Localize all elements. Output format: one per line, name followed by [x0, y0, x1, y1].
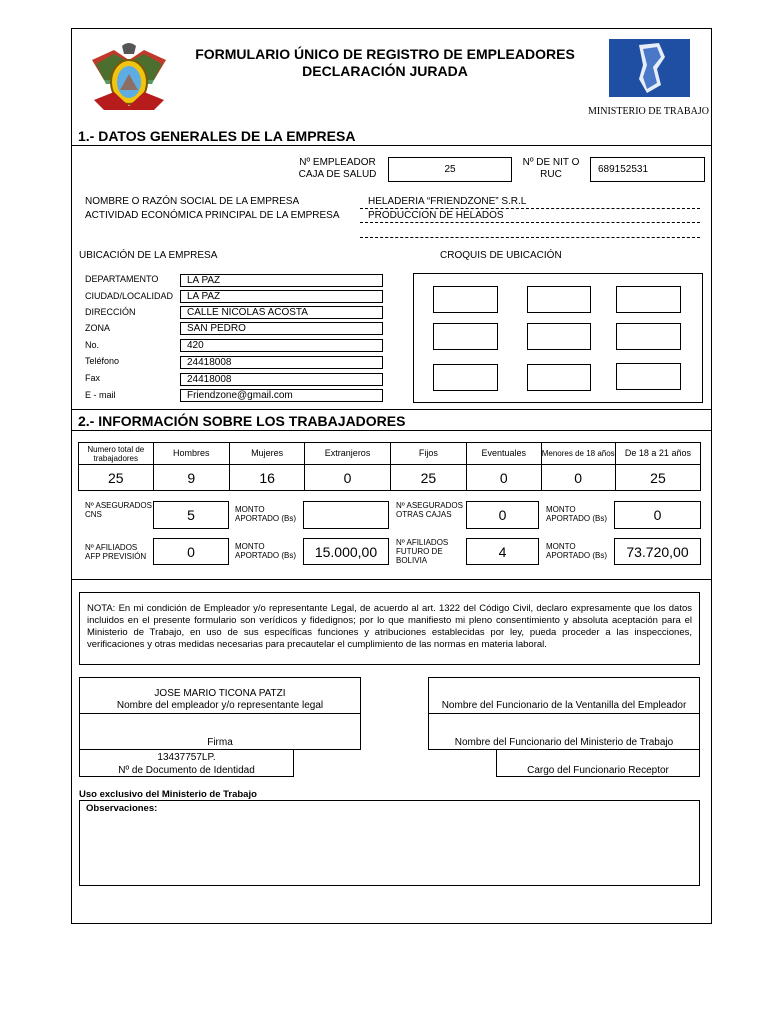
coat-of-arms — [84, 40, 174, 114]
header-extranjeros: Extranjeros — [305, 443, 390, 465]
afiliados-futuro-field[interactable]: 4 — [466, 538, 539, 565]
field-label-zona: ZONA — [85, 323, 111, 333]
dashed-line — [360, 208, 700, 209]
official-ministry-label: Nombre del Funcionario del Ministerio de Trabajo — [454, 737, 674, 748]
field-label-telefono: Teléfono — [85, 356, 120, 366]
divider — [71, 145, 712, 146]
sketch-cell — [616, 286, 681, 313]
value-mujeres[interactable]: 16 — [229, 465, 304, 491]
monto-cns-field[interactable] — [303, 501, 389, 529]
monto-futuro-field[interactable]: 73.720,00 — [614, 538, 701, 565]
field-label-email: E - mail — [85, 390, 116, 400]
value-hombres[interactable]: 9 — [153, 465, 229, 491]
sketch-cell — [527, 323, 591, 350]
nit-label — [518, 157, 584, 181]
section-2-title: 2.- INFORMACIÓN SOBRE LOS TRABAJADORES — [78, 413, 406, 429]
sketch-cell — [433, 364, 498, 391]
employer-name[interactable]: JOSE MARIO TICONA PATZI — [154, 688, 286, 699]
afiliados-futuro-label: Nº AFILIADOS FUTURO DE BOLIVIA — [396, 538, 449, 565]
ministry-logo — [609, 39, 690, 97]
header-mujeres: Mujeres — [229, 443, 304, 465]
sketch-cell — [433, 323, 498, 350]
observations-label: Observaciones: — [86, 803, 158, 814]
monto-otras-label: MONTO APORTADO (Bs) — [546, 505, 608, 523]
company-name-value[interactable]: HELADERIA “FRIENDZONE” S.R.L — [368, 196, 527, 207]
monto-otras-field[interactable]: 0 — [614, 501, 701, 529]
id-label: Nº de Documento de Identidad — [118, 765, 255, 776]
sketch-cell — [433, 286, 498, 313]
monto-futuro-label: MONTO APORTADO (Bs) — [546, 542, 608, 560]
field-label-departamento: DEPARTAMENTO — [85, 274, 159, 284]
sketch-label: CROQUIS DE UBICACIÓN — [440, 250, 562, 261]
field-label-fax: Fax — [85, 373, 101, 383]
asegurados-cns-field[interactable]: 5 — [153, 501, 229, 529]
activity-value[interactable]: PRODUCCION DE HELADOS — [368, 210, 504, 221]
workers-table — [78, 442, 701, 491]
ciudad-field[interactable]: LA PAZ — [180, 290, 383, 303]
form-subtitle: DECLARACIÓN JURADA — [302, 63, 468, 79]
field-label-no: No. — [85, 340, 100, 350]
header-total: Numero total de trabajadores — [79, 443, 154, 465]
header-menores: Menores de 18 años — [541, 443, 615, 465]
form-title: FORMULARIO ÚNICO DE REGISTRO DE EMPLEADORES — [195, 46, 575, 62]
nit-label-2: RUC — [540, 169, 562, 180]
afiliados-afp-field[interactable]: 0 — [153, 538, 229, 565]
zona-field[interactable]: SAN PEDRO — [180, 322, 383, 335]
fax-field[interactable]: 24418008 — [180, 373, 383, 386]
monto-afp-label: MONTO APORTADO (Bs) — [235, 542, 297, 560]
signature-label: Firma — [207, 737, 233, 748]
observations-box[interactable] — [79, 800, 700, 886]
value-fijos[interactable]: 25 — [390, 465, 466, 491]
afiliados-afp-label: Nº AFILIADOS AFP PREVISIÓN — [85, 543, 147, 561]
employer-no-label-1: Nº EMPLEADOR — [299, 157, 376, 168]
nit-label-1: Nº DE NIT O — [522, 157, 580, 168]
employer-no-label-2: CAJA DE SALUD — [298, 169, 377, 180]
value-18-21[interactable]: 25 — [615, 465, 700, 491]
field-label-direccion: DIRECCIÓN — [85, 307, 136, 317]
official-window-label: Nombre del Funcionario de la Ventanilla del Empleador — [441, 700, 687, 711]
header-18-21: De 18 a 21 años — [615, 443, 700, 465]
value-eventuales[interactable]: 0 — [466, 465, 541, 491]
telefono-field[interactable]: 24418008 — [180, 356, 383, 369]
employer-name-label: Nombre del empleador y/o representante legal — [116, 700, 324, 711]
field-label-ciudad: CIUDAD/LOCALIDAD — [85, 291, 174, 301]
dashed-line — [360, 222, 700, 223]
email-field[interactable]: Friendzone@gmail.com — [180, 389, 383, 402]
departamento-field[interactable]: LA PAZ — [180, 274, 383, 287]
divider — [71, 430, 712, 431]
note-box — [79, 592, 700, 665]
value-extranjeros[interactable]: 0 — [305, 465, 390, 491]
company-name-label: NOMBRE O RAZÓN SOCIAL DE LA EMPRESA — [85, 196, 300, 207]
asegurados-otras-field[interactable]: 0 — [466, 501, 539, 529]
activity-label: ACTIVIDAD ECONÓMICA PRINCIPAL DE LA EMPRESA — [85, 210, 340, 221]
header-eventuales: Eventuales — [466, 443, 541, 465]
nit-field[interactable]: 689152531 — [590, 157, 705, 182]
location-label: UBICACIÓN DE LA EMPRESA — [79, 250, 218, 261]
ministry-name: MINISTERIO DE TRABAJO — [588, 106, 709, 117]
sketch-cell — [616, 363, 681, 390]
value-total[interactable]: 25 — [79, 465, 154, 491]
asegurados-otras-label: Nº ASEGURADOS OTRAS CAJAS — [396, 501, 463, 519]
employer-no-field[interactable]: 25 — [388, 157, 512, 182]
section-1-title: 1.- DATOS GENERALES DE LA EMPRESA — [78, 128, 356, 144]
dashed-line — [360, 237, 700, 238]
id-value[interactable]: 13437757LP. — [157, 752, 216, 763]
value-menores[interactable]: 0 — [541, 465, 615, 491]
header-fijos: Fijos — [390, 443, 466, 465]
ministry-use-title: Uso exclusivo del Ministerio de Trabajo — [79, 789, 257, 800]
sketch-cell — [616, 323, 681, 350]
monto-afp-field[interactable]: 15.000,00 — [303, 538, 389, 565]
employer-no-label — [285, 157, 390, 181]
sketch-cell — [527, 364, 591, 391]
divider — [71, 579, 712, 580]
header-hombres: Hombres — [153, 443, 229, 465]
sketch-cell — [527, 286, 591, 313]
asegurados-cns-label: Nº ASEGURADOS CNS — [85, 501, 152, 519]
note-text: NOTA: En mi condición de Empleador y/o representante Legal, de acuerdo al art. 1322 del Código Civil, declaro expresamente que los datos incluidos en el presente formulario son verídicos y fidedignos; por lo que manifiesto mi pleno consentimiento y absoluta aceptación para el Ministerio de Trabajo, en uso de sus específicas funciones y atribuciones establecidas por ley, pueda proceder a las inspecciones, verificaciones y otras medidas necesarias para precautelar el cumplimiento de las normas en materia laboral. — [87, 603, 692, 650]
monto-cns-label: MONTO APORTADO (Bs) — [235, 505, 297, 523]
direccion-field[interactable]: CALLE NICOLAS ACOSTA — [180, 306, 383, 319]
divider — [71, 409, 712, 410]
no-field[interactable]: 420 — [180, 339, 383, 352]
official-cargo-label: Cargo del Funcionario Receptor — [527, 765, 669, 776]
